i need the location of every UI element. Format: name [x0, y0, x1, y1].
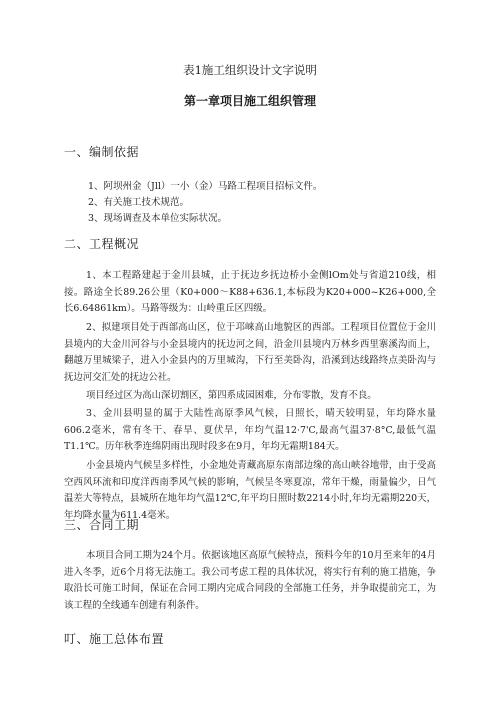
list-item: 2、有关施工技术规范。 [88, 197, 190, 208]
list-item: 1、阿坝州金（Jll）一小（金）马路工程项目招标文件。 [88, 181, 323, 192]
paragraph: 项目经过区为高山深切割区，第四系成园困难，分布零散，发育不良。 [86, 390, 377, 401]
paragraph: 2、拟建项目处于西部高山区，位于邛崃高山地貌区的西部。工程项目位置位于金川县境内的大金川河谷与小金县境内的抚边河之间，沿金川县境内万林乡西里寨溪沟而上，翻越万里城梁子，进入小金县内的万里城沟，下行至美卧沟，沿溪到达线路终点美卧沟与抚边河交汇处的抚边公社。 [64, 322, 436, 383]
paragraph: 本项目合同工期为24个月。依据该地区高原气候特点，预料今年的10月至来年的4月进入冬季，近6个月将无法施工。我公司考虑工程的具体状况，将实行有利的施工措施，争取沿长可施工时间，保证在合同工期内完成合同段的全部施工任务，并争取提前完工，为该工程的全线通车创建有利条件。 [64, 550, 436, 611]
section-heading-overview: 二、工程概况 [64, 237, 140, 251]
list-item: 3、现场调查及本单位实际状况。 [88, 213, 228, 224]
section-heading-contract-period: 三、合同工期 [64, 518, 140, 532]
paragraph: 3、金川县明显的属于大陆性高原季风气候，日照长，晴天较明显，年均降水量606.2毫米，常有冬干、春旱、夏伏旱，年均气温12·7'C,最高气温37·8°C,最低气温T1.1℃。历年秋季连绵阴雨出现时段多在9月，年均无霜期184天。 [64, 408, 436, 452]
document-title: 表1施工组织设计文字说明 [183, 63, 317, 77]
paragraph: 小金县境内气候呈多样性，小金地处青藏高原东南部边缘的高山峡谷地带，由于受高空西风环流和印度洋西南季风气候的影响，气候呈冬寒夏凉，常年干燥，雨量偏少，日气温差大等特点，县城所在地年均气温12℃,年平均日照时数2214小时,年均无霜期220天，年均降水量为611.4毫米。 [64, 460, 436, 521]
section-heading-basis: 一、编制依据 [64, 145, 140, 159]
paragraph: 1、本工程路建起于金川县城，止于抚边乡抚边桥小金侧lOm处与省道210线，相接。路途全长89.26公里（K0+000～K88+636.1,本标段为K20+000~K26+000,全长6.64861km）。马路等级为：山岭重丘区四级。 [64, 270, 436, 314]
section-heading-layout: 叮、施工总体布置 [64, 632, 165, 646]
chapter-title: 第一章项目施工组织管理 [183, 94, 316, 108]
